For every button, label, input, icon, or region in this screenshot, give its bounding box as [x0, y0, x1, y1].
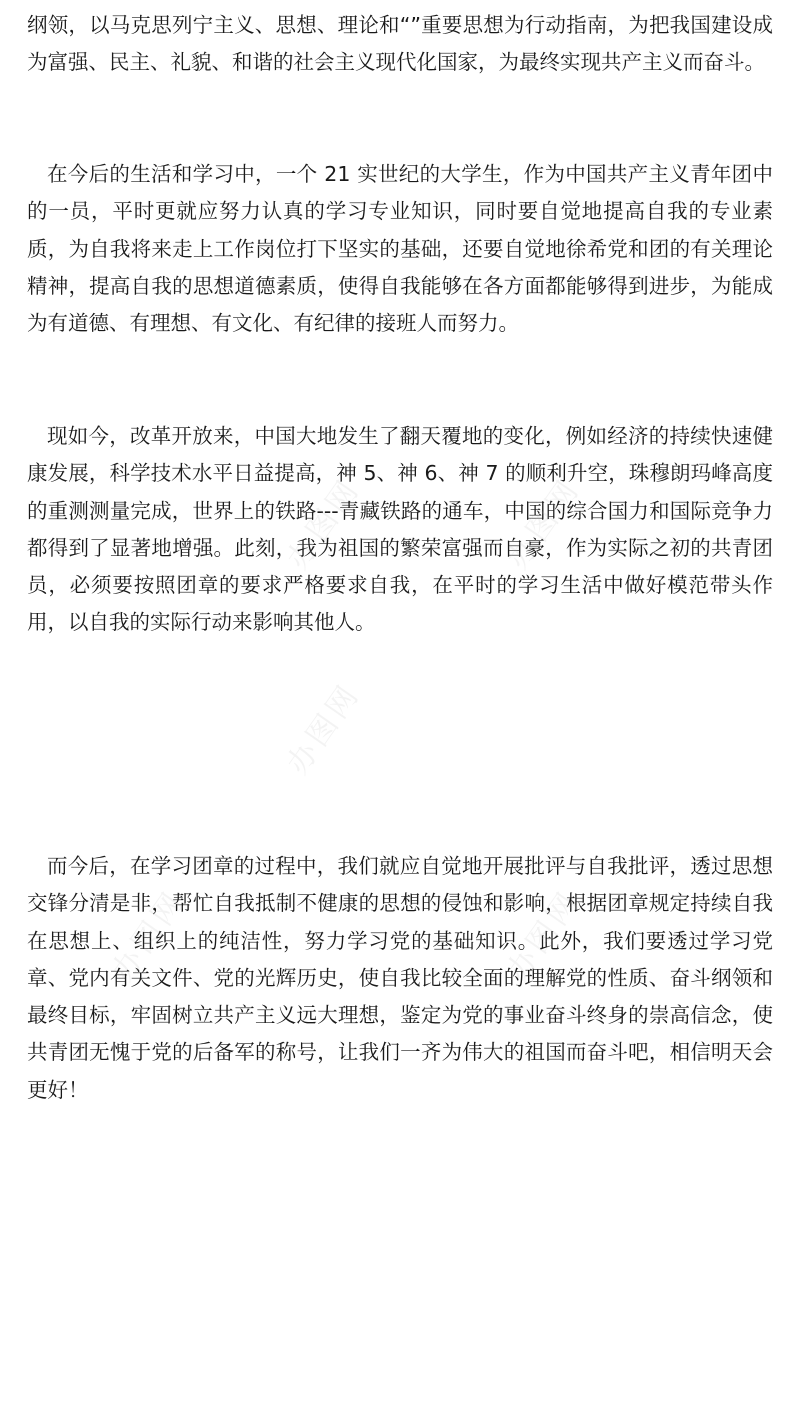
watermark: 办图网: [280, 677, 368, 781]
paragraph-4: 而今后，在学习团章的过程中，我们就应自觉地开展批评与自我批评，透过思想交锋分清是非，帮忙自我抵制不健康的思想的侵蚀和影响，根据团章规定持续自我在思想上、组织上的纯洁性，努力学习党的基础知识。此外，我们要透过学习党章、党内有关文件、党的光辉历史，使自我比较全面的理解党的性质、奋斗纲领和最终目标，牢固树立共产主义远大理想，鉴定为党的事业奋斗终身的崇高信念，使共青团无愧于党的后备军的称号，让我们一齐为伟大的祖国而奋斗吧，相信明天会更好！: [27, 854, 773, 1102]
watermark: 办图网: [500, 884, 588, 988]
paragraph-1: 纲领，以马克思列宁主义、思想、理论和“”重要思想为行动指南，为把我国建设成为富强、民主、礼貌、和谐的社会主义现代化国家，为最终实现共产主义而奋斗。: [27, 13, 773, 75]
watermark: 办图网: [500, 472, 588, 576]
paragraph-2: 在今后的生活和学习中，一个 21 实世纪的大学生，作为中国共产主义青年团中的一员，平时更就应努力认真的学习专业知识，同时要自觉地提高自我的专业素质，为自我将来走上工作岗位打下坚实的基础，还要自觉地徐希党和团的有关理论精神，提高自我的思想道德素质，使得自我能够在各方面都能够得到进步，为能成为有道德、有理想、有文化、有纪律的接班人而努力。: [27, 162, 773, 336]
paragraph-3: 现如今，改革开放来，中国大地发生了翻天覆地的变化，例如经济的持续快速健康发展，科学技术水平日益提高，神 5、神 6、神 7 的顺利升空，珠穆朗玛峰高度的重测测量完成，世界上的铁路---青藏铁路的通车，中国的综合国力和国际竞争力都得到了显著地增强。此刻，我为祖国的繁荣富强而自豪，作为实际之初的共青团员，必须要按照团章的要求严格要求自我，在平时的学习生活中做好模范带头作用，以自我的实际行动来影响其他人。: [27, 424, 773, 635]
watermark: 办图网: [280, 472, 368, 576]
watermark: 办图网: [105, 884, 193, 988]
